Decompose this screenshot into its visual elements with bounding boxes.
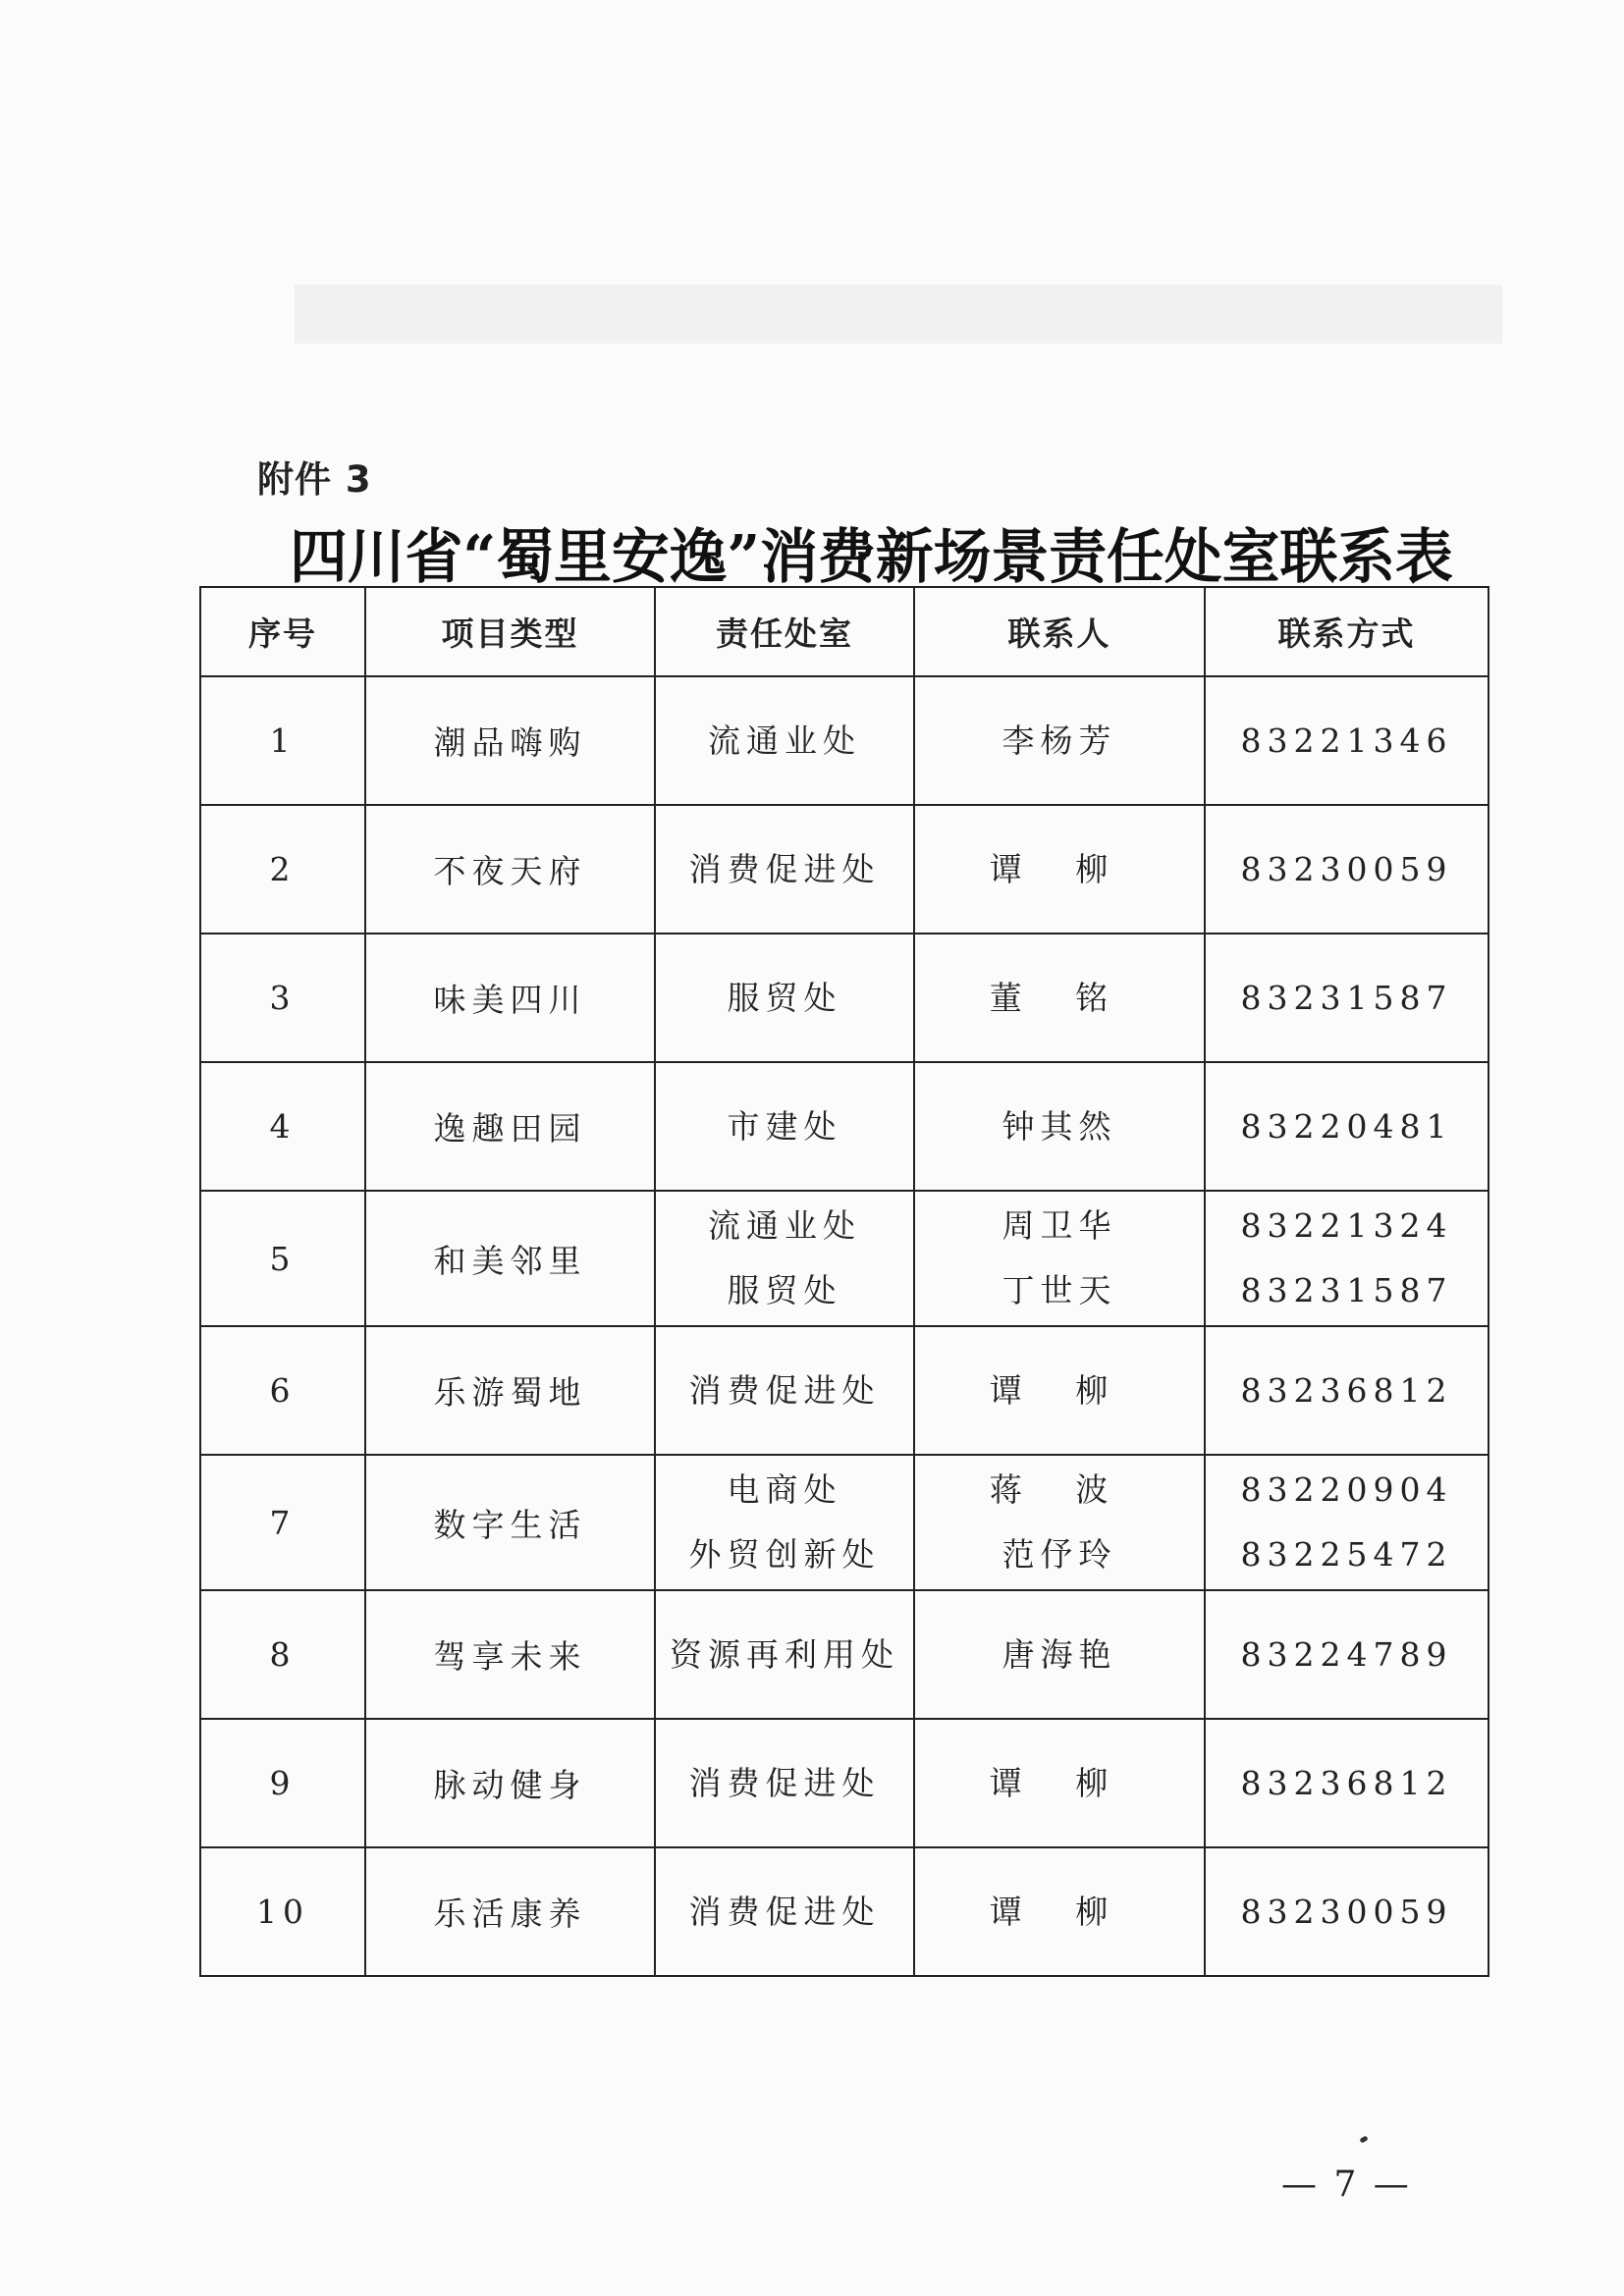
cell-responsible-office-line: 电商处 <box>727 1470 842 1509</box>
table-row <box>200 1719 1489 1847</box>
header-seq: 序号 <box>200 587 365 676</box>
cell-contact-phone-line: 83231587 <box>1240 978 1453 1017</box>
cell-contact-person <box>914 1062 1205 1191</box>
cell-contact-person <box>914 1326 1205 1455</box>
cell-contact-phone-line: 83221324 <box>1240 1206 1453 1245</box>
contact-table <box>199 586 1489 1977</box>
cell-responsible-office <box>655 676 914 805</box>
table-row <box>200 676 1489 805</box>
table-row <box>200 1455 1489 1590</box>
table-row <box>200 1847 1489 1976</box>
header-contact-person: 联系人 <box>914 587 1205 676</box>
cell-project-type: 味美四川 <box>365 934 655 1062</box>
cell-responsible-office <box>655 1847 914 1976</box>
cell-responsible-office-line: 服贸处 <box>727 978 842 1017</box>
cell-responsible-office-line: 消费促进处 <box>688 1370 881 1410</box>
cell-contact-person-line: 谭 柳 <box>989 849 1130 888</box>
page-number: — 7 — <box>1281 2164 1412 2205</box>
cell-contact-phone-line: 83224789 <box>1240 1634 1453 1674</box>
cell-seq: 10 <box>200 1847 365 1976</box>
cell-responsible-office <box>655 1191 914 1326</box>
cell-project-type: 逸趣田园 <box>365 1062 655 1191</box>
table-row <box>200 934 1489 1062</box>
cell-contact-person-line: 谭 柳 <box>989 1892 1130 1931</box>
cell-contact-person-line: 谭 柳 <box>989 1370 1130 1410</box>
cell-responsible-office <box>655 934 914 1062</box>
cell-seq: 1 <box>200 676 365 805</box>
cell-project-type: 不夜天府 <box>365 805 655 934</box>
cell-responsible-office-line: 消费促进处 <box>688 1763 881 1802</box>
table-header-row <box>200 587 1489 676</box>
cell-contact-person <box>914 1455 1205 1590</box>
cell-contact-person-line: 蒋 波 <box>989 1470 1130 1509</box>
table-row <box>200 1590 1489 1719</box>
cell-contact-phone <box>1205 1590 1489 1719</box>
cell-responsible-office <box>655 1455 914 1590</box>
header-contact-phone: 联系方式 <box>1205 587 1489 676</box>
cell-responsible-office-line: 服贸处 <box>727 1271 842 1309</box>
header-project-type: 项目类型 <box>365 587 655 676</box>
cell-seq: 5 <box>200 1191 365 1326</box>
cell-seq: 2 <box>200 805 365 934</box>
cell-seq: 9 <box>200 1719 365 1847</box>
table-row <box>200 1326 1489 1455</box>
cell-contact-person <box>914 1847 1205 1976</box>
cell-contact-phone-line: 83236812 <box>1240 1763 1453 1802</box>
cell-responsible-office-line: 流通业处 <box>708 1206 861 1245</box>
cell-contact-phone <box>1205 1191 1489 1326</box>
scan-shade <box>295 285 1502 344</box>
table-row <box>200 1062 1489 1191</box>
cell-contact-person <box>914 1191 1205 1326</box>
cell-responsible-office-line: 流通业处 <box>708 721 861 760</box>
cell-responsible-office-line: 消费促进处 <box>688 1892 881 1931</box>
cell-contact-person-line: 范伃玲 <box>1001 1535 1117 1574</box>
cell-seq: 8 <box>200 1590 365 1719</box>
cell-project-type: 潮品嗨购 <box>365 676 655 805</box>
cell-contact-phone <box>1205 1326 1489 1455</box>
cell-seq: 7 <box>200 1455 365 1590</box>
cell-contact-phone <box>1205 1847 1489 1976</box>
cell-contact-person-line: 周卫华 <box>1001 1206 1117 1245</box>
cell-project-type: 乐活康养 <box>365 1847 655 1976</box>
cell-contact-person-line: 董 铭 <box>989 978 1130 1017</box>
cell-contact-person-line: 李杨芳 <box>1001 721 1117 760</box>
cell-contact-phone <box>1205 1062 1489 1191</box>
cell-contact-phone-line: 83231587 <box>1240 1271 1453 1309</box>
cell-seq: 3 <box>200 934 365 1062</box>
cell-project-type: 驾享未来 <box>365 1590 655 1719</box>
cell-project-type: 脉动健身 <box>365 1719 655 1847</box>
cell-contact-phone-line: 83225472 <box>1240 1535 1453 1574</box>
cell-contact-phone <box>1205 934 1489 1062</box>
cell-responsible-office-line: 资源再利用处 <box>670 1634 899 1674</box>
cell-contact-person <box>914 805 1205 934</box>
attachment-label: 附件 3 <box>257 458 372 501</box>
cell-responsible-office-line: 市建处 <box>727 1106 842 1146</box>
table-body <box>200 676 1489 1976</box>
cell-contact-person-line: 丁世天 <box>1001 1271 1117 1309</box>
cell-responsible-office <box>655 1719 914 1847</box>
cell-contact-person <box>914 1590 1205 1719</box>
cell-contact-person <box>914 1719 1205 1847</box>
cell-contact-person-line: 钟其然 <box>1001 1106 1117 1146</box>
document-title: 四川省“蜀里安逸”消费新场景责任处室联系表 <box>290 523 1453 592</box>
cell-contact-phone-line: 83220904 <box>1240 1470 1453 1509</box>
cell-seq: 6 <box>200 1326 365 1455</box>
cell-contact-phone <box>1205 805 1489 934</box>
cell-responsible-office <box>655 1062 914 1191</box>
cell-responsible-office-line: 外贸创新处 <box>688 1535 881 1574</box>
cell-contact-person <box>914 934 1205 1062</box>
cell-project-type: 数字生活 <box>365 1455 655 1590</box>
cell-contact-person <box>914 676 1205 805</box>
cell-contact-phone <box>1205 676 1489 805</box>
cell-contact-person-line: 谭 柳 <box>989 1763 1130 1802</box>
cell-responsible-office-line: 消费促进处 <box>688 849 881 888</box>
cell-contact-phone-line: 83230059 <box>1240 1892 1453 1931</box>
cell-project-type: 乐游蜀地 <box>365 1326 655 1455</box>
cell-seq: 4 <box>200 1062 365 1191</box>
cell-responsible-office <box>655 805 914 934</box>
table-row <box>200 1191 1489 1326</box>
cell-contact-phone-line: 83230059 <box>1240 849 1453 888</box>
header-responsible-office: 责任处室 <box>655 587 914 676</box>
cell-contact-phone <box>1205 1719 1489 1847</box>
cell-contact-phone-line: 83221346 <box>1240 721 1453 760</box>
cell-responsible-office <box>655 1326 914 1455</box>
scan-speck <box>1359 2135 1368 2143</box>
table-row <box>200 805 1489 934</box>
cell-contact-phone <box>1205 1455 1489 1590</box>
cell-contact-phone-line: 83236812 <box>1240 1370 1453 1410</box>
cell-project-type: 和美邻里 <box>365 1191 655 1326</box>
cell-contact-phone-line: 83220481 <box>1240 1106 1453 1146</box>
cell-contact-person-line: 唐海艳 <box>1001 1634 1117 1674</box>
cell-responsible-office <box>655 1590 914 1719</box>
